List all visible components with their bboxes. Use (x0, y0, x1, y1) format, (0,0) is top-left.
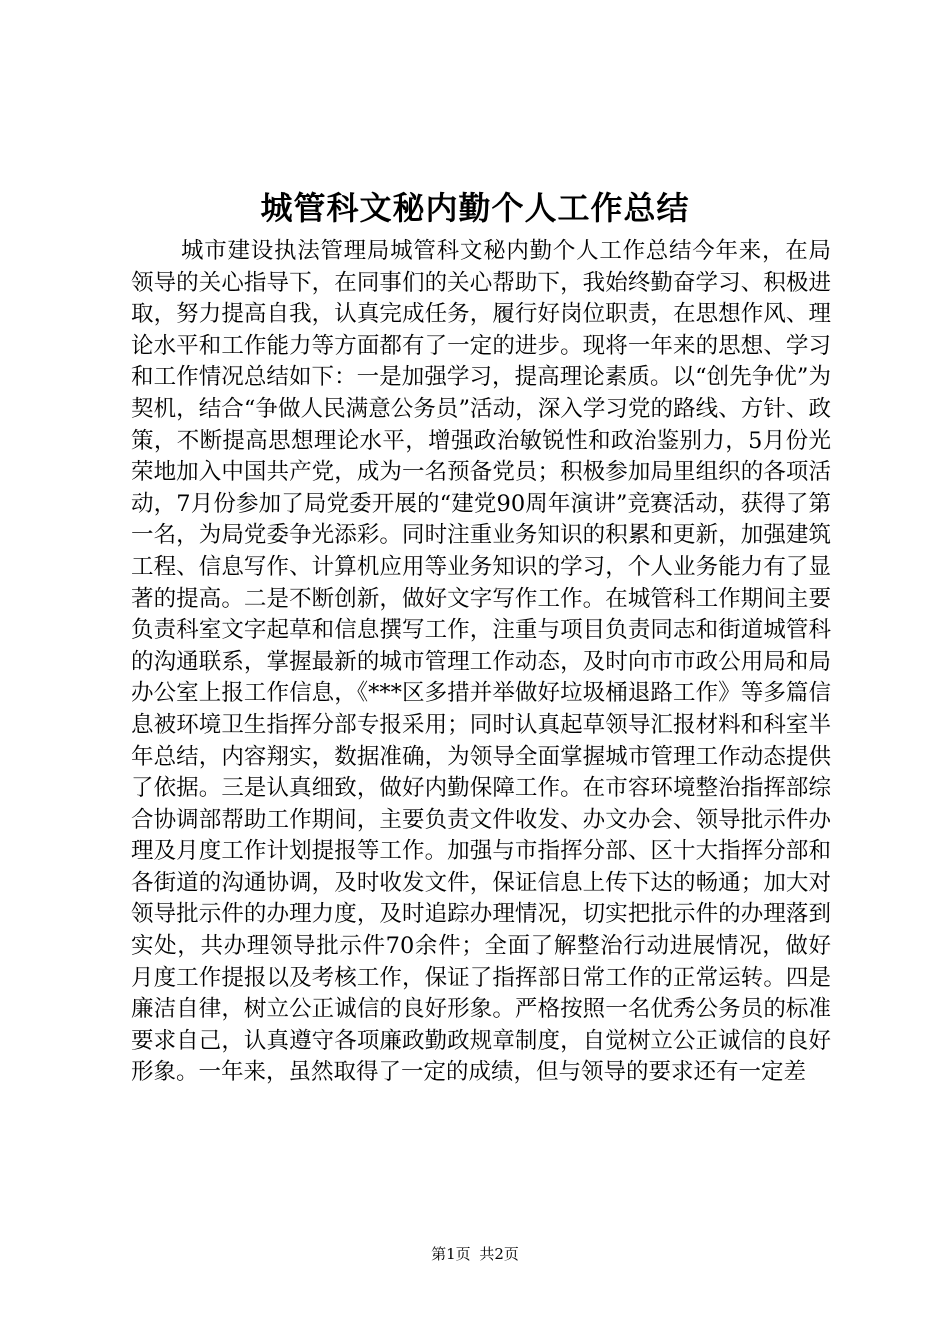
page-number-total: 共2页 (479, 1245, 519, 1263)
page-footer (0, 1244, 950, 1264)
document-body-paragraph: 城市建设执法管理局城管科文秘内勤个人工作总结今年来，在局领导的关心指导下，在同事们的关心帮助下，我始终勤奋学习、积极进取，努力提高自我，认真完成任务，履行好岗位职责，在思想作风、理论水平和工作能力等方面都有了一定的进步。现将一年来的思想、学习和工作情况总结如下：一是加强学习，提高理论素质。以“创先争优”为契机，结合“争做人民满意公务员”活动，深入学习党的路线、方针、政策，不断提高思想理论水平，增强政治敏锐性和政治鉴别力，5月份光荣地加入中国共产党，成为一名预备党员；积极参加局里组织的各项活动，7月份参加了局党委开展的“建党90周年演讲”竞赛活动，获得了第一名，为局党委争光添彩。同时注重业务知识的积累和更新，加强建筑工程、信息写作、计算机应用等业务知识的学习，个人业务能力有了显著的提高。二是不断创新，做好文字写作工作。在城管科工作期间主要负责科室文字起草和信息撰写工作，注重与项目负责同志和街道城管科的沟通联系，掌握最新的城市管理工作动态，及时向市市政公用局和局办公室上报工作信息，《***区多措并举做好垃圾桶退路工作》等多篇信息被环境卫生指挥分部专报采用；同时认真起草领导汇报材料和科室半年总结，内容翔实，数据准确，为领导全面掌握城市管理工作动态提供了依据。三是认真细致，做好内勤保障工作。在市容环境整治指挥部综合协调部帮助工作期间，主要负责文件收发、办文办会、领导批示件办理及月度工作计划提报等工作。加强与市指挥分部、区十大指挥分部和各街道的沟通协调，及时收发文件，保证信息上传下达的畅通；加大对领导批示件的办理力度，及时追踪办理情况，切实把批示件的办理落到实处，共办理领导批示件70余件；全面了解整治行动进展情况，做好月度工作提报以及考核工作，保证了指挥部日常工作的正常运转。四是廉洁自律，树立公正诚信的良好形象。严格按照一名优秀公务员的标准要求自己，认真遵守各项廉政勤政规章制度，自觉树立公正诚信的良好形象。一年来，虽然取得了一定的成绩，但与领导的要求还有一定差 (131, 238, 831, 1086)
document-title: 城管科文秘内勤个人工作总结 (260, 189, 690, 227)
page-number-current: 第1页 (431, 1245, 471, 1263)
